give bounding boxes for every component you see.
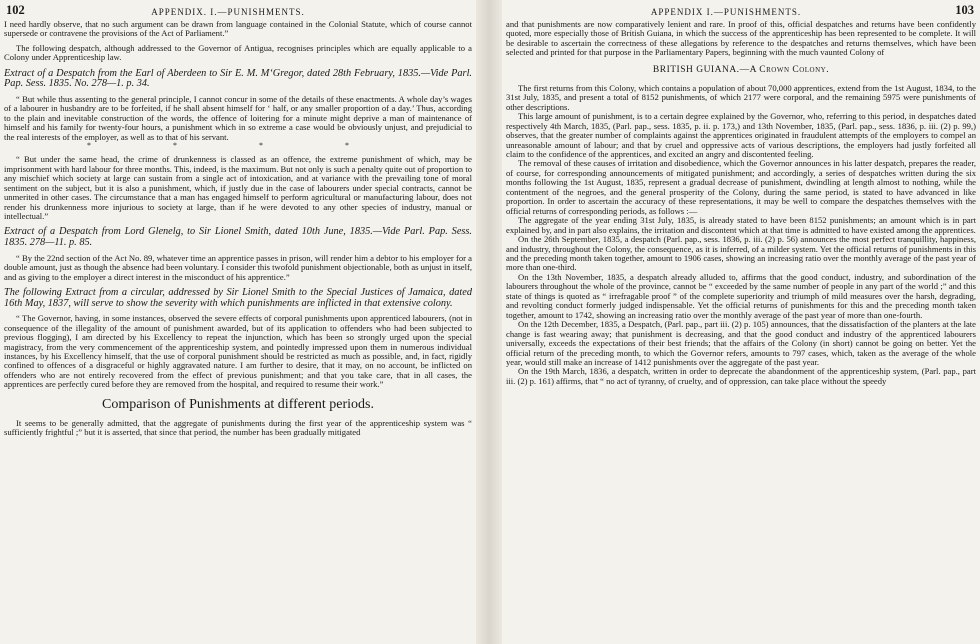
paragraph: On the 26th September, 1835, a despatch (Parl. pap., sess. 1836, p. iii. (2) p. 56) announces the most perfect tranquillity, happiness, and industry, throughout the Colony, the consequence, as it is inferred, of a milder system. Yet the official returns of punishments in this and the preceding month taken together, amount to 1906 cases, showing an increasing ratio over the monthly average of the past year of more than one-third. xyxy=(506,234,976,273)
colony-heading-name: BRITISH GUIANA. xyxy=(652,64,740,75)
section-heading: Comparison of Punishments at different periods. xyxy=(102,396,374,412)
paragraph: The aggregate of the year ending 31st July, 1835, is already stated to have been 8152 punishments; an amount which is in part explained by, and in part also explains, the irritation and discontent which at that time is admitted to have existed among the apprentices. xyxy=(506,215,976,235)
right-running-head xyxy=(506,0,976,20)
extract-heading: The following Extract from a circular, addressed by Sir Lionel Smith to the Special Justices of Jamaica, dated 16th May, 1837, will serve to show the severity with which punishments are inflicted in that extensive colony. xyxy=(4,286,472,309)
colony-heading xyxy=(506,65,976,76)
quoted-paragraph: “ But while thus assenting to the general principle, I cannot concur in some of the details of these enactments. A whole day’s wages of a labourer in husbandry are to be forfeited, if he shall absent himself for ‘ half, or any smaller proportion of a day.’ Thus, according to the plain and inevitable construction of the words, the offence of loitering for a minute might deprive a man of maintenance of himself and his family for twenty-four hours, a punishment which in so extreme a case would be obviously unjust, and prejudicial to the real interests of the employer, as well as to that of his servant. xyxy=(4,94,472,142)
paragraph: The first returns from this Colony, which contains a population of about 70,000 apprentices, extend from the 1st August, 1834, to the 31st July, 1835, and present a total of 8152 punishments, of which 2177 were corporal, and the remaining 5975 were punishments of other descriptions. xyxy=(506,82,976,112)
paragraph: The removal of these causes of irritation and disobedience, which the Governor announces in his latter despatch, prepares the reader, of course, for corresponding announcements of mitigated punishment; and accordingly, a series of despatches written during the six months following the 1st August, 1835, represent a gradual decrease of punishment, dwindling at length almost to nothing, while the contentment of the negroes, and the general prosperity of the Colony, during the same period, is stated to have advanced in like proportion. In order to ascertain the accuracy of these representations, it may be well to compare the despatches themselves with the official returns of corresponding periods, as follows :— xyxy=(506,158,976,216)
extract-heading: Extract of a Despatch from Lord Glenelg, to Sir Lionel Smith, dated 10th June, 1835.—Vide Parl. Pap. Sess. 1835. 278—11. p. 85. xyxy=(4,226,472,249)
quoted-paragraph: “ But under the same head, the crime of drunkenness is classed as an offence, the extreme punishment of which, may be imprisonment with hard labour for three months. This, indeed, is the maximum. But not only is such a penalty quite out of proportion to any mischief which society at large can sustain from a single act of intoxication, and at variance with the prevailing tone of moral sentiment on the subject, but it is also a punishment, which, if justly due in the case of labourers under special contracts, cannot be unmerited in other cases. The circumstance that a man has engaged himself to perform agricultural or manufacturing labour, does not render his drunkenness more injurious to society at large, than if he were devoted to any other species of industry, manual or intellectual.” xyxy=(4,154,472,221)
paragraph: On the 12th December, 1835, a Despatch, (Parl. pap., part iii. (2) p. 105) announces, that the dissatisfaction of the planters at the late change is fast wearing away; that punishment is decreasing, and that the good conduct and industry of the apprenticed labourers universally, exceeds the expectations of their best friends; that the affairs of the Colony (in short) cannot be going on better. Yet the official return of the preceding month, to which the Governor refers, amounts to 797 cases, which, taken as the average of the whole year, would still make an increase of 1412 punishments over the aggregate of the past year. xyxy=(506,319,976,367)
paragraph: This large amount of punishment, is to a certain degree explained by the Governor, who, referring to this period, in despatches dated respectively 4th March, 1835, (Parl. pap., sess. 1835, p. ii. p. 173,) and 13th November, 1835, (Parl. pap., sess. 1836, p. iii. (2) p. 99,) observes, that the greater number of complaints against the apprentices originated in fraudulent attempts of the employers to compel an unreasonable amount of labour; and that by cruel and oppressive acts of various descriptions, the employers had justly forfeited all claim to the confidence of the apprentices, and excited an angry and discontented feeling. xyxy=(506,111,976,159)
colony-heading-subtitle: —A Crown Colony. xyxy=(739,64,830,75)
left-page-number: 102 xyxy=(6,3,25,17)
right-page xyxy=(502,0,980,644)
paragraph: The following despatch, although addressed to the Governor of Antigua, recognises principles which are equally applicable to a Colony under Apprenticeship law. xyxy=(4,42,472,63)
paragraph: On the 19th March, 1836, a despatch, written in order to deprecate the abandonment of the apprenticeship system, (Parl. pap., part iii. (2) p. 161) affirms, that “ no act of tyranny, of cruelty, and of oppression, can take place without the speedy xyxy=(506,366,976,386)
left-running-head xyxy=(4,0,472,20)
paragraph: It seems to be generally admitted, that the aggregate of punishments during the first year of the apprenticeship system was “ sufficiently frightful ;” but it is asserted, that since that period, the number has been gradually mitigated xyxy=(4,417,472,438)
extract-heading: Extract of a Despatch from the Earl of Aberdeen to Sir E. M. M‘Gregor, dated 28th February, 1835.—Vide Parl. Pap. Sess. 1835. No. 278—1. p. 34. xyxy=(4,67,472,90)
quoted-paragraph: “ By the 22nd section of the Act No. 89, whatever time an apprentice passes in prison, will render him a debtor to his employer for a double amount, just as though the absence had been voluntary. I consider this twofold punishment objectionable, both as unjust in itself, and as giving to the employer a direct interest in the misconduct of his apprentice.” xyxy=(4,252,472,282)
left-header-title: APPENDIX. I.—PUNISHMENTS. xyxy=(151,7,305,17)
left-page xyxy=(0,0,476,644)
book-gutter xyxy=(476,0,502,644)
paragraph: I need hardly observe, that no such argument can be drawn from language contained in the Colonial Statute, which of course cannot supersede or contravene the provisions of the Act of Parliament.” xyxy=(4,19,472,39)
ellipsis-stars: * * * * xyxy=(87,141,389,151)
right-header-title: APPENDIX I.—PUNISHMENTS. xyxy=(650,7,802,17)
quoted-paragraph: “ The Governor, having, in some instances, observed the severe effects of corporal punishments upon apprenticed labourers, (not in consequence of the illegality of the amount of punishment awarded, but of its application to offenders who had been subjected to previous flogging), I am directed by his Excellency to repeat the injunction, which has been so strongly urged upon the special magistracy, from the very commencement of the apprenticeship system, and pointedly impressed upon them in numerous individual instances, by his Excellency himself, that the use of corporal punishment should be restricted as much as possible, and, in fact, rigidly confined to offences of a disgraceful or highly aggravated nature. I am further to desire, that it may, on no account, be inflicted on offenders who are not entirely recovered from the effect of previous punishment; and that you take care, that in all cases, the apprentices are perfectly cured before they are removed from the hospital, and required to resume their work.” xyxy=(4,313,472,390)
paragraph: On the 13th November, 1835, a despatch already alluded to, affirms that the good conduct, industry, and subordination of the labourers throughout the whole of the province, cannot be “ exceeded by the same number of people in any part of the world ;” and this state of things is quoted as “ irrefragable proof ” of the complete superiority and triumph of mild measures over the harsh, degrading, and revolting conduct formerly judged indispensable. Yet the official returns of punishments for this and the preceding month taken together, amount to 1742, showing an increasing ratio over the monthly average of the past year of more than one-fourth. xyxy=(506,271,976,320)
right-page-number: 103 xyxy=(955,3,974,17)
paragraph: and that punishments are now comparatively lenient and rare. In proof of this, official despatches and returns have been confidently quoted, more especially those of British Guiana, in which the success of the apprenticeship has been represented to be complete. It will be desirable to ascertain the correctness of these allegations by reference to the despatches and returns themselves, which have been selected and printed for that purpose in the Parliamentary Papers, beginning with the much vaunted Colony of xyxy=(506,19,976,58)
